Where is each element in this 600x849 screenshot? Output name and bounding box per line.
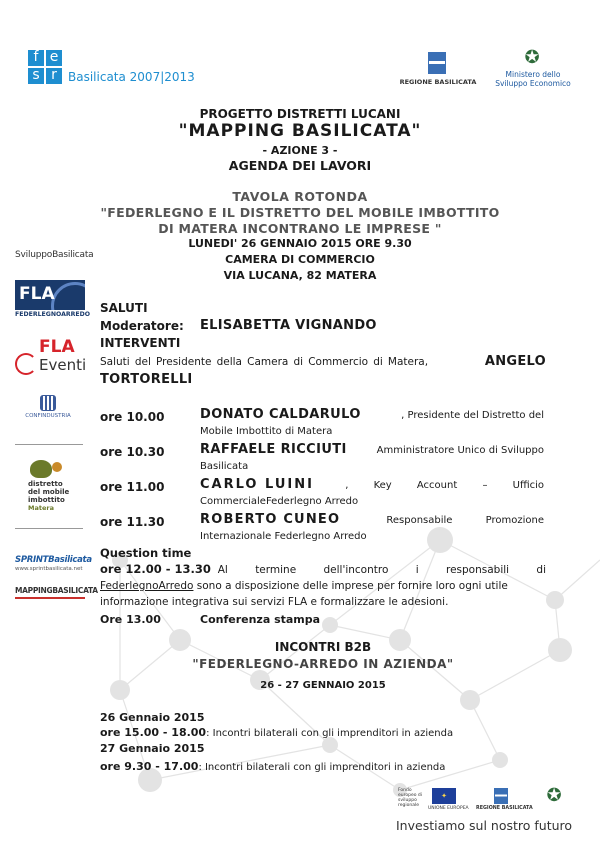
b2b-day1: 26 Gennaio 2015: [100, 711, 205, 724]
footer-repubblica-emblem-icon: ✪: [546, 785, 562, 806]
b2b-day2-time: ore 9.30 - 17.00: [100, 760, 199, 773]
agenda-item-name-4: ROBERTO CUNEO: [200, 512, 341, 527]
fla-federlegno-logo: [15, 280, 91, 320]
ministero-logo: [492, 48, 574, 92]
confindustria-logo: [20, 395, 80, 425]
fondo-europeo-label: Fondo europeo di sviluppo regionale: [398, 788, 423, 808]
distretto-dot-icon: [52, 462, 62, 472]
agenda-title: AGENDA DEI LAVORI: [228, 158, 372, 173]
agenda-item-name-1: DONATO CALDARULO: [200, 407, 361, 422]
mapping-underline: [15, 597, 85, 599]
footer-logos: [398, 786, 570, 816]
sprint-url: www.sprintbasilicata.net: [15, 566, 83, 572]
agenda-item-time-4: ore 11.30: [100, 515, 165, 529]
b2b-day1-text: : Incontri bilaterali con gli imprenditori in azienda: [206, 728, 454, 739]
moderatore-label: Moderatore:: [100, 319, 184, 333]
agenda-item-2: [200, 442, 544, 475]
project-title: PROGETTO DISTRETTI LUCANI: [199, 107, 401, 121]
event-venue: CAMERA DI COMMERCIO: [225, 253, 375, 266]
fla-big-text: FLA: [19, 284, 55, 304]
agenda-item-line2-2: Basilicata: [200, 461, 249, 472]
footer-regione-emblem-icon: [494, 788, 508, 804]
b2b-title: INCONTRI B2B: [274, 640, 372, 654]
fla-eventi-fla: FLA: [39, 337, 75, 357]
ministero-star-icon: ✪: [524, 47, 540, 68]
b2b-dates: 26 - 27 GENNAIO 2015: [260, 680, 386, 691]
ore13-text: Conferenza stampa: [200, 613, 321, 626]
agenda-item-4: [200, 512, 544, 545]
sidebar-divider-1: [15, 444, 83, 445]
agenda-item-name-2: RAFFAELE RICCIUTI: [200, 442, 347, 457]
intro-name-first: ANGELO: [484, 354, 546, 369]
event-address: VIA LUCANA, 82 MATERA: [223, 269, 377, 282]
question-time-block: [100, 561, 546, 610]
sviluppo-basilicata-logo: SviluppoBasilicata: [15, 250, 94, 260]
interventi-heading: INTERVENTI: [100, 336, 181, 350]
saluti-heading: SALUTI: [100, 301, 148, 315]
agenda-item-name-3: CARLO LUINI: [200, 477, 314, 492]
agenda-item-line2-3: CommercialeFederlegno Arredo: [200, 496, 359, 507]
unione-europea-label: UNIONE EUROPEA: [428, 806, 469, 811]
distretto-line3: imbottito: [28, 496, 65, 504]
sprint-text: SPRINTBasilicata: [15, 555, 92, 565]
b2b-subtitle: "FEDERLEGNO-ARREDO IN AZIENDA": [192, 657, 454, 671]
sidebar-divider-2: [15, 528, 83, 529]
federlegno-link[interactable]: FederlegnoArredo: [100, 580, 194, 592]
intro-paragraph: [100, 353, 546, 388]
event-date: LUNEDI' 26 GENNAIO 2015 ORE 9.30: [188, 237, 412, 250]
question-time-text-2: sono a disposizione delle imprese per fornire loro ogni utile: [193, 580, 508, 592]
regione-label: REGIONE BASILICATA: [399, 78, 477, 86]
fla-swoosh-icon: [51, 282, 85, 310]
footer-motto: Investiamo sul nostro futuro: [396, 818, 573, 833]
distretto-line2: del mobile: [28, 488, 70, 496]
regione-basilicata-logo: [398, 52, 478, 92]
distretto-mobile-logo: [26, 460, 82, 515]
ore13-time: Ore 13.00: [100, 613, 161, 626]
ministero-line2: Sviluppo Economico: [495, 79, 571, 88]
agenda-item-time-2: ore 10.30: [100, 445, 165, 459]
question-time-heading: Question time: [100, 546, 192, 560]
fla-small-text: FEDERLEGNOARREDO: [15, 311, 91, 318]
regione-emblem-icon: [428, 52, 446, 74]
mapping-text: MAPPINGBASILICATA: [15, 586, 98, 595]
sprint-basilicata-logo: [15, 555, 92, 577]
moderatore-name: ELISABETTA VIGNANDO: [200, 318, 377, 333]
b2b-day2-line: [100, 760, 445, 773]
b2b-day2-text: : Incontri bilaterali con gli imprenditori in azienda: [198, 762, 446, 773]
fla-eventi-text: Eventi: [39, 356, 87, 374]
fesr-tile-f: f: [28, 50, 44, 66]
agenda-item-line2-4: Internazionale Federlegno Arredo: [200, 531, 367, 542]
agenda-item-rest-1: , Presidente del Distretto del: [401, 410, 544, 421]
agenda-item-1: [200, 407, 544, 440]
event-subtitle-line1: "FEDERLEGNO E IL DISTRETTO DEL MOBILE IMBOTTITO: [100, 205, 500, 220]
agenda-item-rest-2: Amministratore Unico di Sviluppo: [376, 445, 544, 456]
fla-eventi-swirl-icon: [15, 353, 37, 375]
event-subtitle-line2: DI MATERA INCONTRANO LE IMPRESE ": [158, 221, 442, 236]
intro-name-last: TORTORELLI: [100, 372, 193, 387]
b2b-day2: 27 Gennaio 2015: [100, 742, 205, 755]
intro-text: Saluti del Presidente della Camera di Commercio di Matera,: [100, 356, 429, 368]
distretto-line4: Matera: [28, 504, 54, 512]
question-time-time: ore 12.00 - 13.30: [100, 562, 211, 576]
fesr-tagline: Basilicata 2007|2013: [68, 70, 195, 84]
agenda-item-rest-4: Responsabile Promozione: [386, 515, 544, 526]
distretto-line1: distretto: [28, 480, 63, 488]
fesr-tile-r: r: [46, 68, 62, 84]
agenda-item-line2-1: Mobile Imbottito di Matera: [200, 426, 333, 437]
fla-logo-box: [15, 280, 85, 310]
fesr-tile-e: e: [46, 50, 62, 66]
agenda-item-3: [200, 477, 544, 510]
confindustria-label: CONFINDUSTRIA: [25, 413, 71, 419]
fla-eventi-logo: [15, 337, 87, 379]
question-time-text-1: Al termine dell'incontro i responsabili di: [217, 564, 546, 576]
b2b-day1-time: ore 15.00 - 18.00: [100, 726, 207, 739]
footer-regione-label: REGIONE BASILICATA: [476, 806, 533, 811]
agenda-item-rest-3: , Key Account – Ufficio: [345, 480, 544, 491]
fesr-logo: [28, 50, 208, 92]
agenda-item-time-1: ore 10.00: [100, 410, 165, 424]
b2b-day1-line: [100, 726, 453, 739]
main-title: "MAPPING BASILICATA": [178, 121, 422, 141]
fesr-tile-s: s: [28, 68, 44, 84]
agenda-item-time-3: ore 11.00: [100, 480, 165, 494]
distretto-emblem-icon: [30, 460, 52, 478]
eu-flag-icon: ✦: [432, 788, 456, 804]
azione-label: - AZIONE 3 -: [262, 144, 338, 157]
tavola-rotonda: TAVOLA ROTONDA: [232, 189, 368, 204]
confindustria-emblem-icon: [40, 395, 56, 411]
question-time-text-3: informazione integrativa sui servizi FLA e formalizzare le adesioni.: [100, 596, 449, 608]
ministero-line1: Ministero dello: [505, 70, 561, 79]
